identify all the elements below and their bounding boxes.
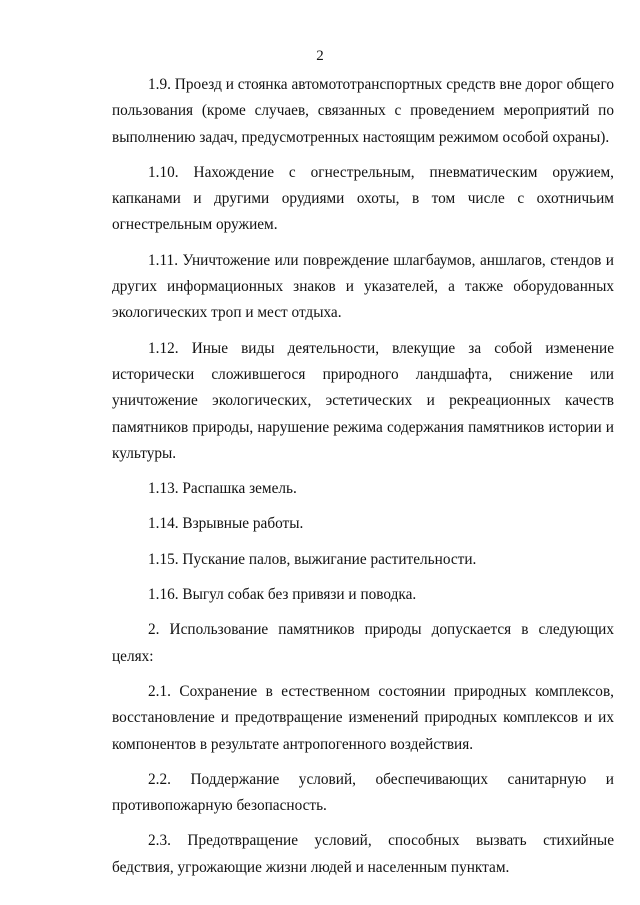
paragraph-1-11: 1.11. Уничтожение или повреждение шлагбаумов, аншлагов, стендов и других информационных знаков и указателей, а также оборудованных экологических троп и мест отдыха. [112,251,614,322]
paragraph-1-9: 1.9. Проезд и стоянка автомототранспортных средств вне дорог общего пользования (кроме случаев, связанных с проведением мероприятий по выполнению задач, предусмотренных настоящим режимом особой охраны). [112,76,614,146]
paragraph-2-2: 2.2. Поддержание условий, обеспечивающих санитарную и противопожарную безопасность. [112,770,614,815]
paragraph-1-16: 1.16. Выгул собак без привязи и поводка. [148,586,417,604]
paragraph-1-13: 1.13. Распашка земель. [148,480,297,498]
paragraph-1-12: 1.12. Иные виды деятельности, влекущие за собой изменение исторически сложившегося природного ландшафта, снижение или уничтожение экологических, эстетических и рекреационных качеств памятников природы, нарушение режима содержания памятников истории и культуры. [112,339,614,462]
paragraph-1-10: 1.10. Нахождение с огнестрельным, пневматическим оружием, капканами и другими орудиями охоты, в том числе с охотничьим огнестрельным оружием. [112,163,614,234]
paragraph-2: 2. Использование памятников природы допускается в следующих целях: [112,621,614,665]
paragraph-2-3: 2.3. Предотвращение условий, способных вызвать стихийные бедствия, угрожающие жизни людей и населенным пунктам. [112,832,614,876]
document-body [112,72,614,881]
paragraph-1-15: 1.15. Пускание палов, выжигание растительности. [148,550,477,568]
paragraph-1-14: 1.14. Взрывные работы. [148,515,304,533]
paragraph-2-1: 2.1. Сохранение в естественном состоянии природных комплексов, восстановление и предотвращение изменений природных комплексов и их компонентов в результате антропогенного воздействия. [112,682,614,753]
page-number: 2 [316,48,324,64]
